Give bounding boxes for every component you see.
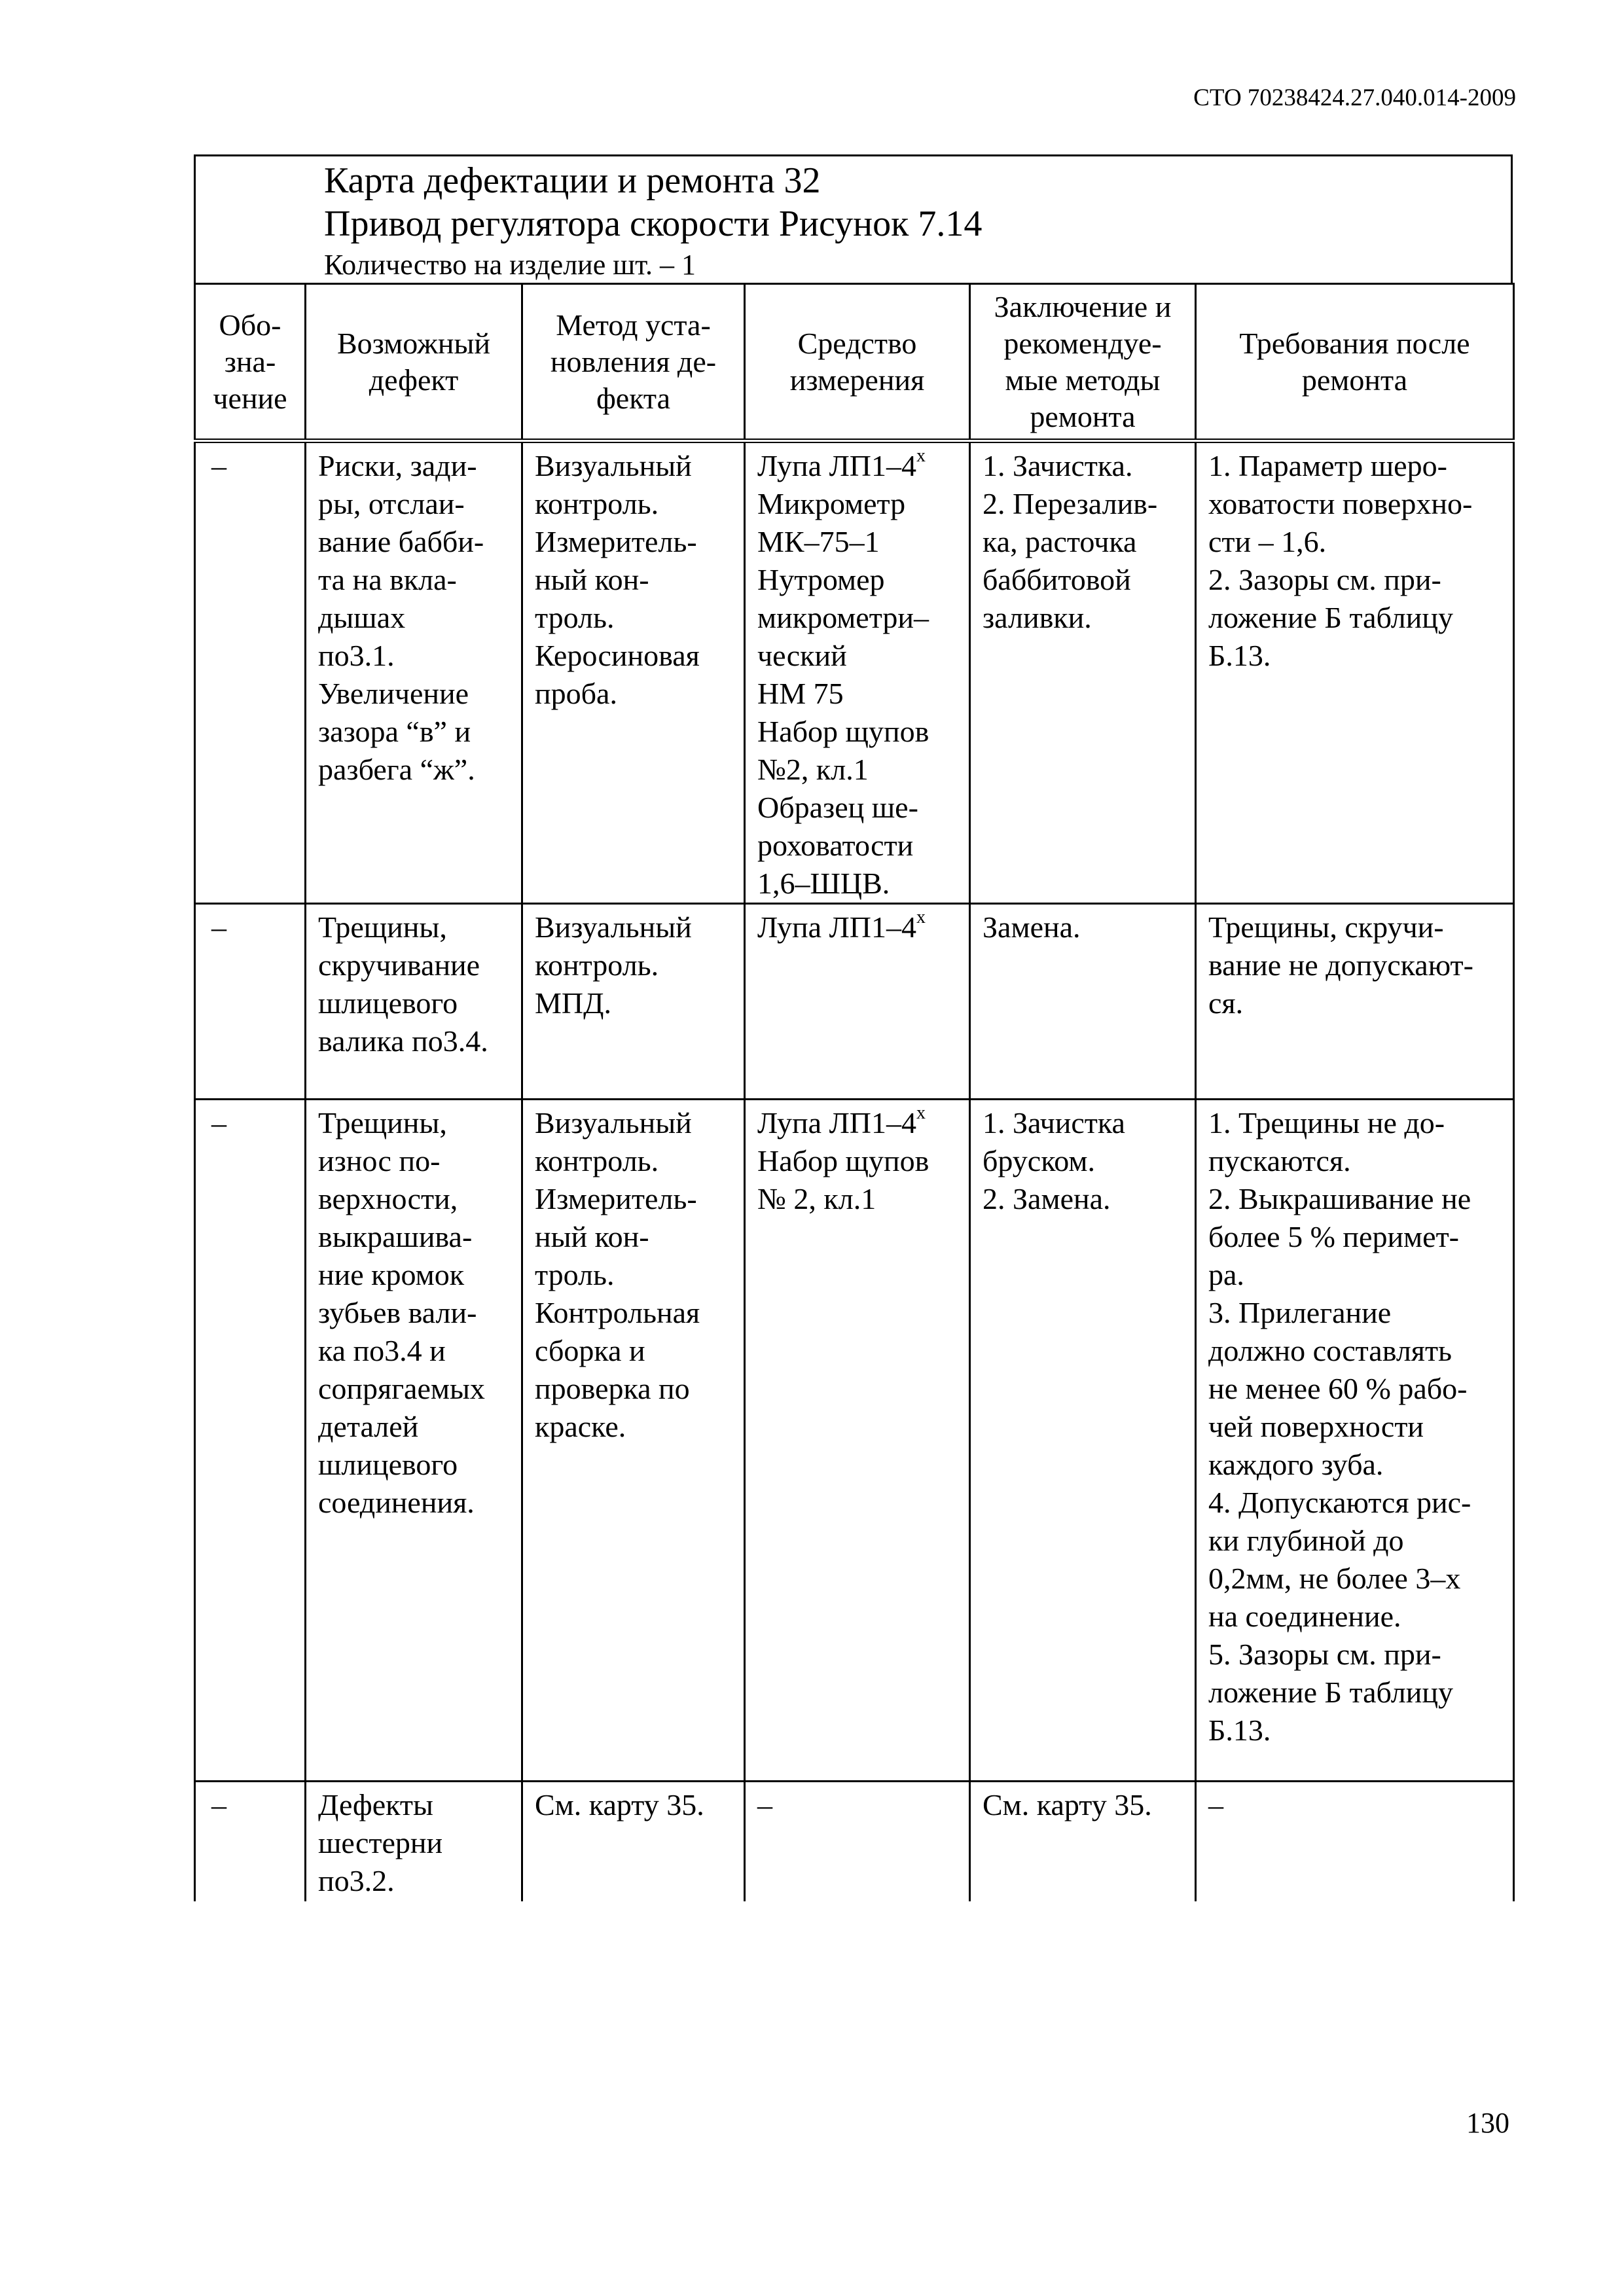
cell-designation: – — [195, 904, 306, 1100]
cell-defect: Трещины, скручивание шлицевого валика по3.4. — [306, 904, 522, 1100]
table-row — [195, 1100, 1514, 1782]
header-tool: Средство измерения — [745, 284, 970, 441]
tool-superscript: х — [916, 1103, 926, 1123]
cell-defect: Риски, зади- ры, отслаи- вание бабби- та на вкла- дышах по3.1. Увеличение зазора “в” и разбега “ж”. — [306, 441, 522, 904]
header-designation: Обо- зна- чение — [195, 284, 306, 441]
table-header-row — [195, 284, 1514, 441]
document-code: СТО 70238424.27.040.014-2009 — [1193, 84, 1516, 111]
card-subtitle: Привод регулятора скорости Рисунок 7.14 — [324, 204, 983, 244]
cell-conclusion: См. карту 35. — [970, 1782, 1196, 1902]
cell-defect: Трещины, износ по- верхности, выкрашива- ние кромок зубьев вали- ка по3.4 и сопрягаемых деталей шлицевого соединения. — [306, 1100, 522, 1782]
table-header — [195, 284, 1514, 441]
tool-text-rest: Микрометр МК–75–1 Нутромер микрометри– ческий НМ 75 Набор щупов №2, кл.1 Образец ше- роховатости 1,6–ШЦВ. — [757, 487, 929, 900]
cell-defect: Дефекты шестерни по3.2. — [306, 1782, 522, 1902]
cell-requirements: – — [1196, 1782, 1514, 1902]
defect-table — [194, 283, 1515, 1901]
cell-conclusion: 1. Зачистка бруском. 2. Замена. — [970, 1100, 1196, 1782]
table-row — [195, 1782, 1514, 1902]
cell-method: Визуальный контроль. Измеритель- ный кон- троль. Керосиновая проба. — [522, 441, 745, 904]
card-quantity: Количество на изделие шт. – 1 — [324, 249, 696, 281]
card-header — [194, 154, 1513, 284]
header-conclusion: Заключение и рекомендуе- мые методы ремонта — [970, 284, 1196, 441]
cell-designation: – — [195, 441, 306, 904]
table-row — [195, 441, 1514, 904]
table-row — [195, 904, 1514, 1100]
card-title: Карта дефектации и ремонта 32 — [324, 160, 821, 201]
cell-tool — [745, 1100, 970, 1782]
cell-tool — [745, 1782, 970, 1902]
header-method: Метод уста- новления де- фекта — [522, 284, 745, 441]
cell-tool — [745, 904, 970, 1100]
cell-method: См. карту 35. — [522, 1782, 745, 1902]
cell-method: Визуальный контроль. Измеритель- ный кон- троль. Контрольная сборка и проверка по краске. — [522, 1100, 745, 1782]
cell-requirements: 1. Трещины не до- пускаются. 2. Выкрашивание не более 5 % перимет- ра. 3. Прилегание должно составлять не менее 60 % рабо- чей поверхности каждого зуба. 4. Допускаются рис- ки глубиной до 0,2мм, не более 3–х на соединение. 5. Зазоры см. при- ложение Б таблицу Б.13. — [1196, 1100, 1514, 1782]
tool-text-rest: Набор щупов № 2, кл.1 — [757, 1144, 929, 1215]
tool-text: Лупа ЛП1–4 — [757, 910, 917, 944]
cell-designation: – — [195, 1100, 306, 1782]
cell-conclusion: Замена. — [970, 904, 1196, 1100]
cell-requirements: Трещины, скручи- вание не допускают- ся. — [1196, 904, 1514, 1100]
page-number: 130 — [1466, 2107, 1509, 2139]
header-requirements: Требования после ремонта — [1196, 284, 1514, 441]
cell-designation: – — [195, 1782, 306, 1902]
tool-text: Лупа ЛП1–4 — [757, 449, 917, 482]
cell-requirements: 1. Параметр шеро- ховатости поверхно- сти – 1,6. 2. Зазоры см. при- ложение Б таблицу Б.13. — [1196, 441, 1514, 904]
tool-text: Лупа ЛП1–4 — [757, 1106, 917, 1139]
tool-text: – — [757, 1788, 772, 1821]
cell-method: Визуальный контроль. МПД. — [522, 904, 745, 1100]
tool-superscript: х — [916, 446, 926, 466]
header-defect: Возможный дефект — [306, 284, 522, 441]
cell-tool — [745, 441, 970, 904]
cell-conclusion: 1. Зачистка. 2. Перезалив- ка, расточка баббитовой заливки. — [970, 441, 1196, 904]
tool-superscript: х — [916, 907, 926, 927]
